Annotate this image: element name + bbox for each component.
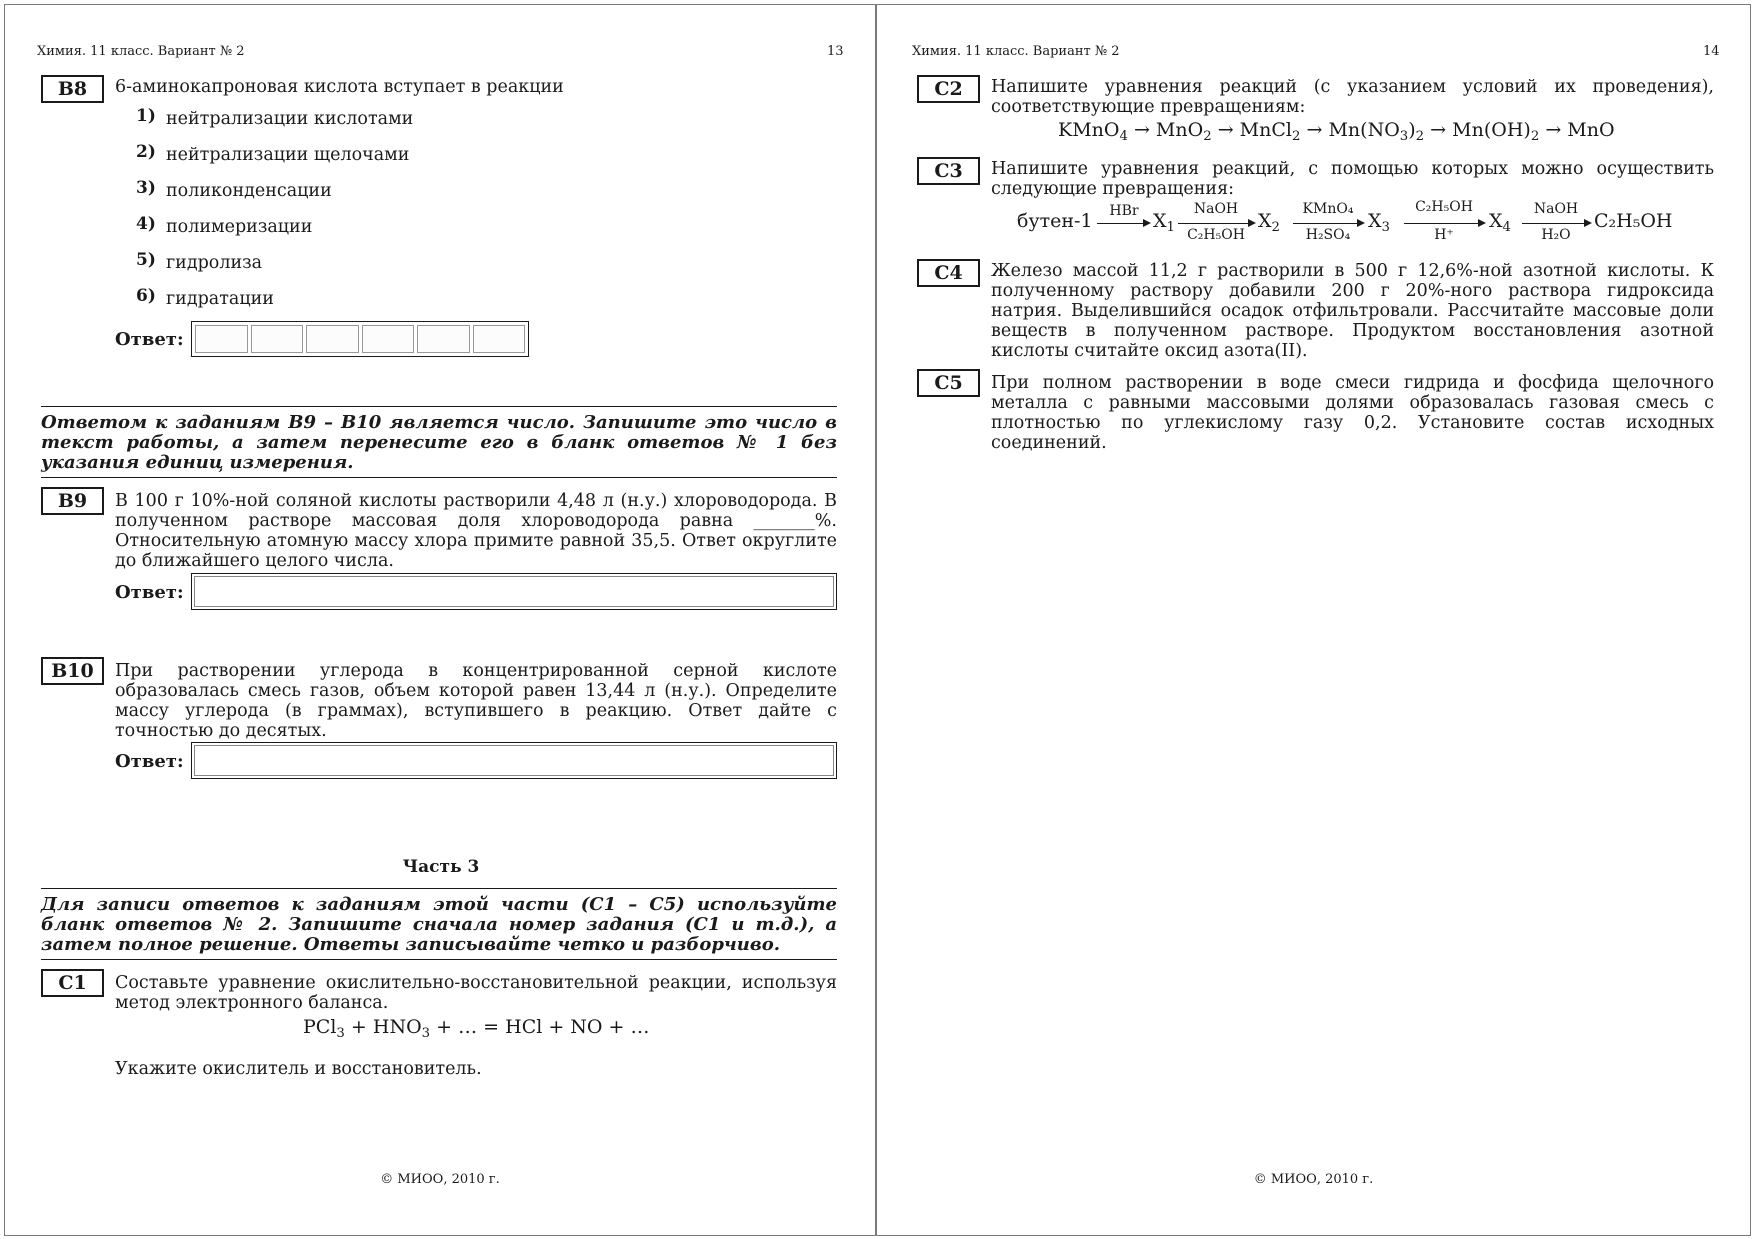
- answer-cell[interactable]: [306, 325, 359, 353]
- b8-option: [136, 214, 313, 237]
- task-tag-b9: B9: [41, 487, 104, 515]
- page-footer: © МИОО, 2010 г.: [1253, 1172, 1374, 1187]
- page-footer: © МИОО, 2010 г.: [380, 1172, 500, 1187]
- b8-answer-label: Ответ:: [115, 329, 184, 350]
- b9-answer-field[interactable]: [191, 573, 837, 610]
- arrow-icon: [1404, 223, 1484, 224]
- option-number: 6): [136, 286, 156, 306]
- c3-reagent: KMnO₄: [1302, 201, 1354, 217]
- c3-end: C₂H₅OH: [1594, 210, 1673, 232]
- c3-reagent: NaOH: [1193, 201, 1239, 217]
- option-text: гидролиза: [166, 253, 263, 273]
- task-tag-c1: C1: [41, 969, 104, 997]
- task-tag-c3: C3: [917, 157, 980, 185]
- chain-part: → MnO: [1127, 119, 1204, 141]
- task-tag-c4: C4: [917, 259, 980, 287]
- c3-x4: $X_4$: [1489, 210, 1511, 235]
- option-number: 1): [136, 106, 156, 126]
- b9-answer-label: Ответ:: [115, 582, 184, 603]
- page-number: 13: [827, 44, 844, 59]
- chain-subscript: 2: [1530, 128, 1540, 144]
- chain-subscript: 2: [1292, 128, 1301, 144]
- b9-text: В 100 г 10%-ной соляной кислоты растворили 4,48 л (н.у.) хлороводорода. В полученном растворе массовая доля хлороводорода равна _______%. Относительную атомную массу хлора примите равной 35,5. Ответ округлите до ближайшего целого числа.: [115, 491, 837, 571]
- c3-start: бутен-1: [1017, 210, 1093, 232]
- instruction-b9-b10: Ответом к заданиям В9 – В10 является число. Запишите это число в текст работы, а затем перенесите его в бланк ответов № 1 без указания единиц измерения.: [41, 412, 837, 473]
- answer-cell[interactable]: [417, 325, 470, 353]
- c2-chain: [1058, 119, 1615, 144]
- answer-cell[interactable]: [473, 325, 526, 353]
- c3-text: Напишите уравнения реакций, с помощью которых можно осуществить следующие превращения:: [991, 159, 1714, 199]
- b10-answer-field[interactable]: [191, 742, 837, 779]
- c3-condition: C₂H₅OH: [1187, 227, 1245, 243]
- c3-condition: H₂O: [1541, 227, 1571, 243]
- c4-text: Железо массой 11,2 г растворили в 500 г 12,6%-ной азотной кислоты. К полученному раствору добавили 200 г 20%-ного раствора гидроксида натрия. Выделившийся осадок отфильтровали. Рассчитайте массовые доли веществ в полученном растворе. Продуктом восстановления азотной кислоты считайте оксид азота(II).: [991, 261, 1714, 361]
- arrow-icon: [1522, 223, 1590, 224]
- answer-cell[interactable]: [195, 325, 248, 353]
- option-text: нейтрализации щелочами: [166, 145, 410, 165]
- c3-x3: $X_3$: [1368, 210, 1390, 235]
- task-tag-b8: B8: [41, 75, 104, 103]
- c3-reagent: HBr: [1109, 203, 1139, 219]
- chain-part: ): [1408, 119, 1416, 141]
- b8-answer-cells[interactable]: [191, 321, 529, 357]
- chain-subscript: 2: [1415, 128, 1425, 144]
- divider: [41, 406, 837, 407]
- chain-part: → MnCl: [1211, 119, 1292, 141]
- b10-text: При растворении углерода в концентрированной серной кислоте образовалась смесь газов, объем которой равен 13,44 л (н.у.). Определите массу углерода (в граммах), вступившего в реакцию. Ответ дайте с точностью до десятых.: [115, 661, 837, 741]
- b8-option: [136, 142, 410, 165]
- chain-subscript: 4: [1119, 128, 1128, 144]
- page-number: 14: [1703, 44, 1720, 59]
- part3-title: Часть 3: [402, 857, 480, 877]
- option-number: 5): [136, 250, 156, 270]
- option-number: 2): [136, 142, 156, 162]
- b8-option: [136, 106, 414, 129]
- option-number: 4): [136, 214, 156, 234]
- chain-part: KMnO: [1058, 119, 1120, 141]
- c3-condition: H₂SO₄: [1305, 227, 1351, 243]
- divider: [41, 477, 837, 478]
- answer-cell[interactable]: [251, 325, 304, 353]
- chain-part: → Mn(OH): [1424, 119, 1531, 141]
- divider: [41, 959, 837, 960]
- arrow-icon: [1097, 223, 1149, 224]
- chain-part: → MnO: [1539, 119, 1615, 141]
- c1-note: Укажите окислитель и восстановитель.: [115, 1059, 482, 1079]
- task-tag-c5: C5: [917, 369, 980, 397]
- c1-equation: $PCl_3 + HNO_3$ + … = HCl + NO + …: [303, 1016, 650, 1041]
- option-text: поликонденсации: [166, 181, 332, 201]
- b10-answer-label: Ответ:: [115, 751, 184, 772]
- c1-text: Составьте уравнение окислительно-восстановительной реакции, используя метод электронного баланса.: [115, 973, 837, 1013]
- c2-text: Напишите уравнения реакций (с указанием условий их проведения), соответствующие превращениям:: [991, 77, 1714, 117]
- page-left: [4, 4, 876, 1236]
- instruction-part3: Для записи ответов к заданиям этой части (С1 – С5) используйте бланк ответов № 2. Запишите сначала номер задания (С1 и т.д.), а затем полное решение. Ответы записывайте четко и разборчиво.: [41, 894, 837, 955]
- b8-option: [136, 250, 263, 273]
- divider: [41, 888, 837, 889]
- chain-part: → Mn(NO: [1300, 119, 1400, 141]
- task-tag-c2: C2: [917, 75, 980, 103]
- b8-question: 6-аминокапроновая кислота вступает в реакции: [115, 77, 564, 97]
- task-tag-b10: B10: [41, 657, 104, 685]
- arrow-icon: [1293, 223, 1363, 224]
- option-text: нейтрализации кислотами: [166, 109, 414, 129]
- option-text: гидратации: [166, 289, 274, 309]
- c3-condition: H⁺: [1434, 227, 1454, 243]
- b8-option: [136, 178, 332, 201]
- b8-option: [136, 286, 274, 309]
- option-text: полимеризации: [166, 217, 313, 237]
- page-header: Химия. 11 класс. Вариант № 2: [37, 44, 245, 59]
- c3-reagent: NaOH: [1533, 201, 1579, 217]
- answer-cell[interactable]: [362, 325, 415, 353]
- page-header: Химия. 11 класс. Вариант № 2: [912, 44, 1120, 59]
- option-number: 3): [136, 178, 156, 198]
- arrow-icon: [1178, 223, 1254, 224]
- c5-text: При полном растворении в воде смеси гидрида и фосфида щелочного металла с равными массовыми долями образовалась газовая смесь с плотностью по углекислому газу 0,2. Установите состав исходных соединений.: [991, 373, 1714, 453]
- page-right: [876, 4, 1751, 1236]
- chain-subscript: 2: [1203, 128, 1212, 144]
- c3-x1: $X_1$: [1153, 210, 1175, 235]
- c3-x2: $X_2$: [1258, 210, 1280, 235]
- c3-reagent: C₂H₅OH: [1415, 199, 1473, 215]
- chain-subscript: 3: [1399, 128, 1409, 144]
